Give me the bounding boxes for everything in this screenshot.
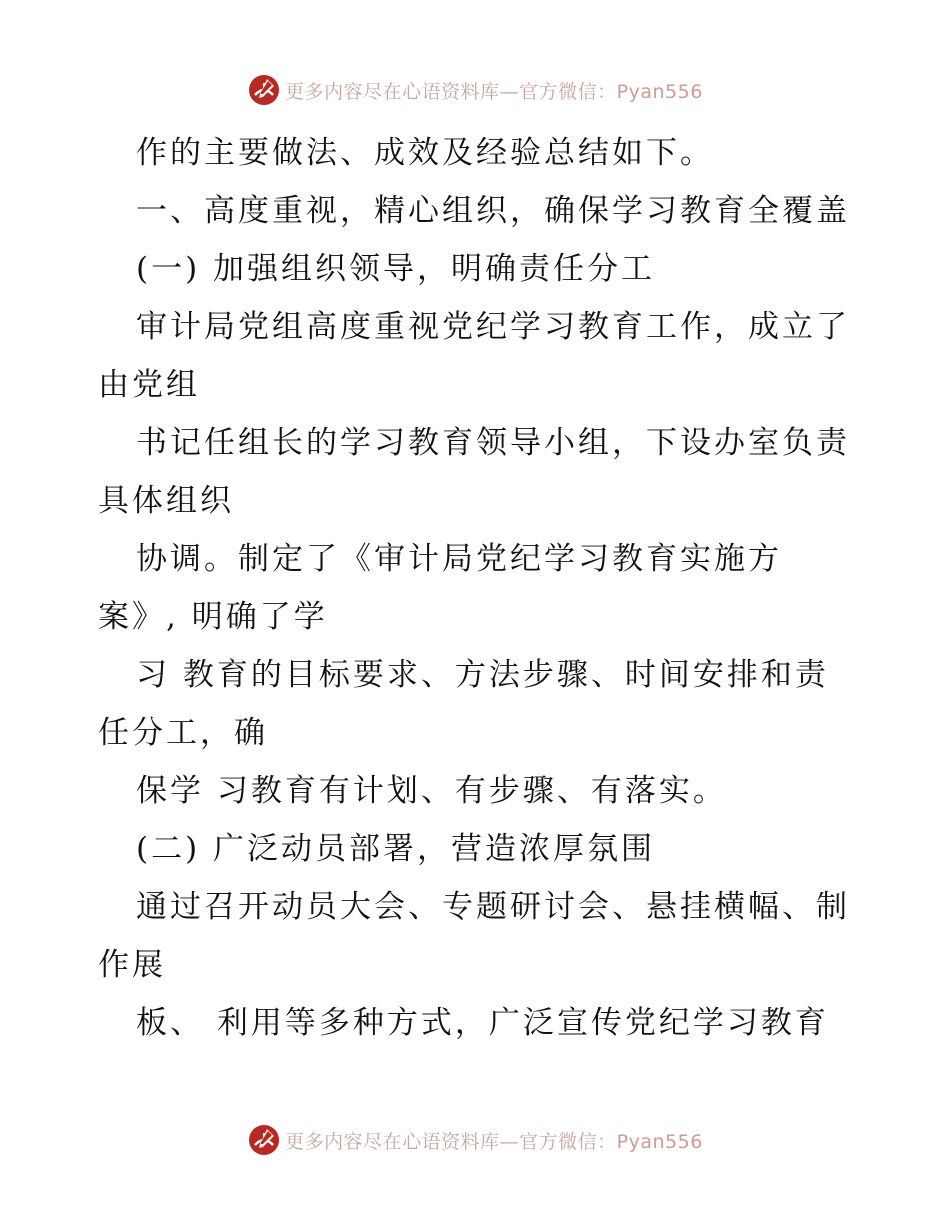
watermark-text — [285, 1127, 703, 1154]
footer-watermark — [0, 1120, 950, 1160]
body-line: 保学 习教育有计划、有步骤、有落实。 — [136, 773, 727, 809]
body-line: 通过召开动员大会、专题研讨会、悬挂横幅、制 — [136, 889, 850, 925]
subsection-heading: (二) 广泛动员部署，营造浓厚氛围 — [136, 831, 656, 867]
red-book-pen-logo-icon — [247, 1123, 281, 1157]
header-watermark — [0, 70, 950, 110]
body-line: 书记任组长的学习教育领导小组，下设办室负责 — [136, 425, 850, 461]
section-heading: 一、高度重视，精心组织，确保学习教育全覆盖 — [136, 193, 850, 229]
watermark-site-text: 更多内容尽在心语资料库—官方微信： — [285, 80, 617, 103]
watermark-text — [285, 77, 703, 104]
body-line: 由党组 — [98, 367, 200, 403]
red-book-pen-logo-icon — [247, 73, 281, 107]
body-line: 案》, 明确了学 — [98, 599, 328, 635]
watermark-site-text: 更多内容尽在心语资料库—官方微信： — [285, 1130, 617, 1153]
watermark-wechat-id: Pyan556 — [616, 80, 703, 103]
body-line: 具体组织 — [98, 483, 234, 519]
body-line: 作展 — [98, 947, 166, 983]
body-line: 作的主要做法、成效及经验总结如下。 — [136, 135, 714, 171]
body-line: 协调。制定了《审计局党纪学习教育实施方 — [136, 541, 782, 577]
body-line: 习 教育的目标要求、方法步骤、时间安排和责 — [136, 657, 829, 693]
body-line: 审计局党组高度重视党纪学习教育工作，成立了 — [136, 309, 850, 345]
watermark-wechat-id: Pyan556 — [616, 1130, 703, 1153]
body-line: 任分工，确 — [98, 715, 268, 751]
body-line: 板、 利用等多种方式，广泛宣传党纪学习教育 — [136, 1005, 829, 1041]
subsection-heading: (一) 加强组织领导，明确责任分工 — [136, 251, 656, 287]
